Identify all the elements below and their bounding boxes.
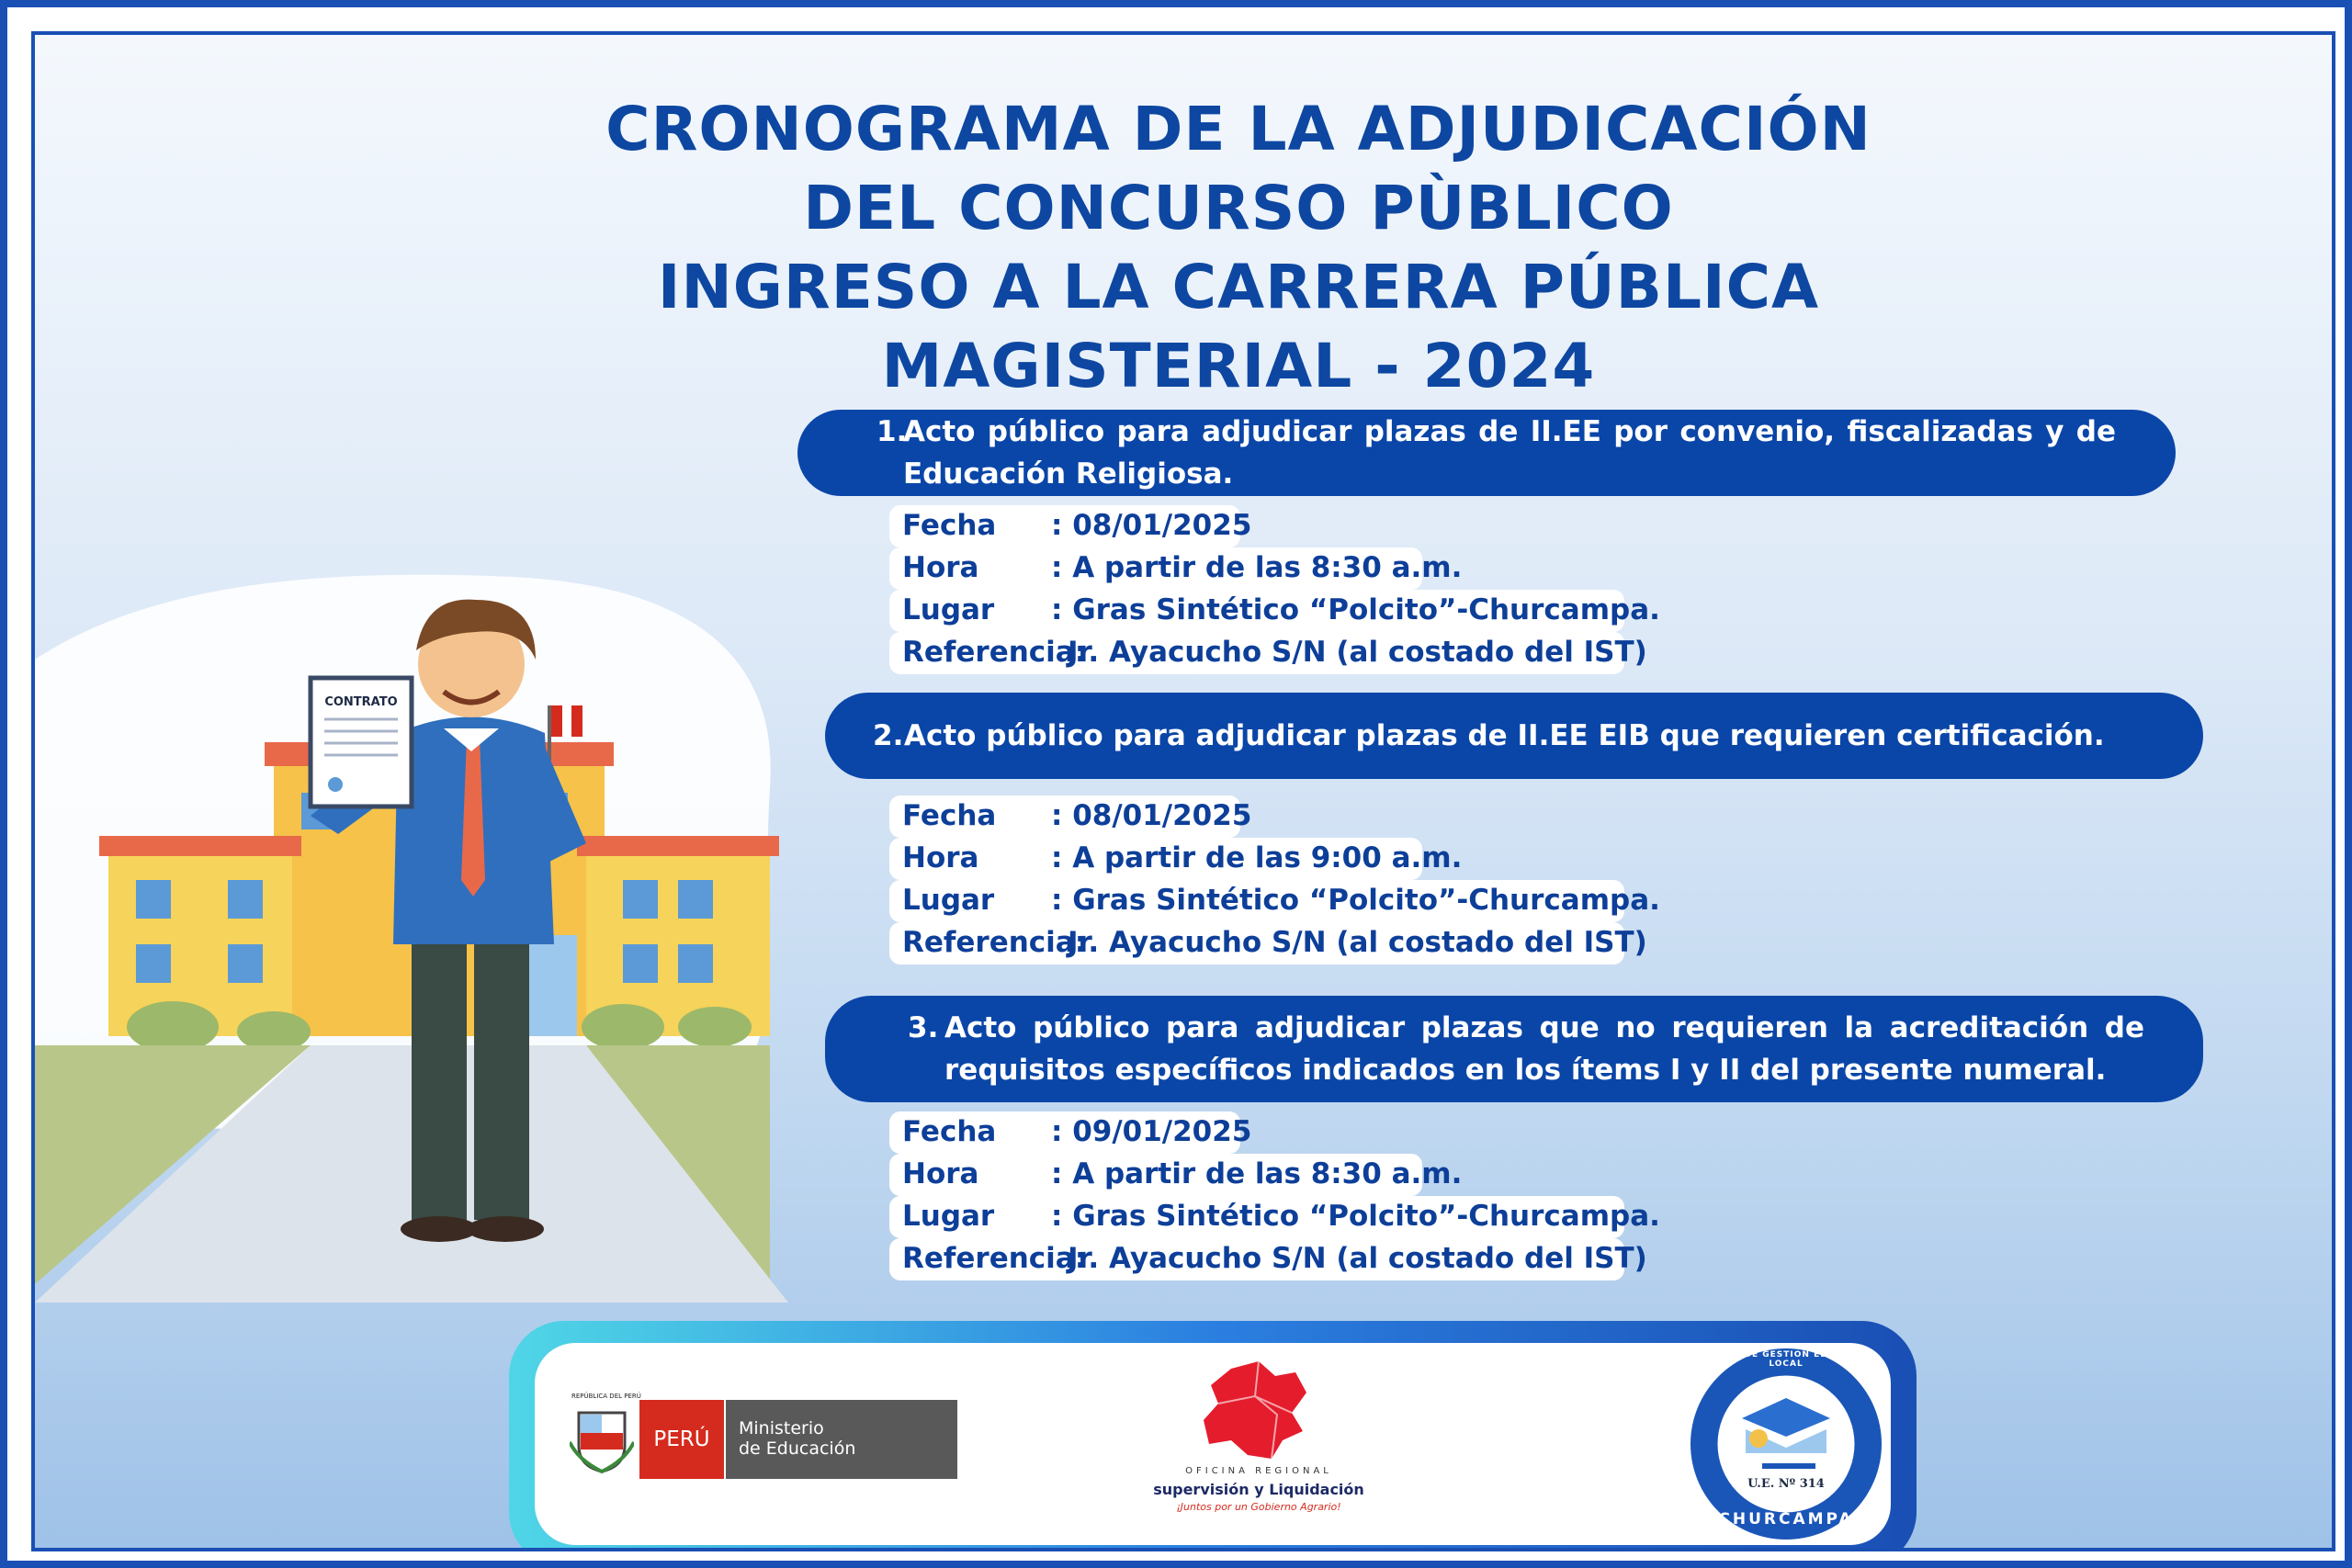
fecha-value: : 09/01/2025 [1051,1115,1252,1148]
oficina-small-caption: OFICINA REGIONAL [1185,1466,1332,1476]
ugel-churcampa-seal [1687,1345,1885,1543]
referencia-value: Jr. Ayacucho S/N (al costado del IST) [1068,926,1647,959]
contract-label: CONTRATO [324,695,398,709]
hora-value: : A partir de las 9:00 a.m. [1051,841,1463,874]
fecha-label: Fecha [902,1115,997,1148]
oficina-slogan: ¡Juntos por un Gobierno Agrario! [1176,1501,1341,1513]
referencia-label: Referencia: [902,1242,1087,1275]
hora-label: Hora [902,1157,979,1190]
peru-brand-box: PERÚ [639,1400,724,1479]
fecha-value: : 08/01/2025 [1051,509,1252,542]
ugel-city: CHURCAMPA [1718,1510,1854,1529]
fecha-label: Fecha [902,799,997,832]
hora-value: : A partir de las 8:30 a.m. [1051,551,1463,584]
fecha-value: : 08/01/2025 [1051,799,1252,832]
school-teacher-illustration [35,549,788,1303]
schedule-item-1-header [797,410,2176,496]
poster-canvas [31,31,2335,1551]
lugar-value: : Gras Sintético “Polcito”-Churcampa. [1051,884,1660,917]
lugar-label: Lugar [902,593,995,626]
item-3-heading: Acto público para adjudicar plazas que no requieren la acreditación de requisitos específicos indicados en los ítems I y II del presente numeral. [944,1011,2144,1087]
logos-footer-panel [535,1343,1891,1545]
item-1-number: 1. [876,415,908,448]
minedu-logo [570,1393,974,1479]
title-line-2: DEL CONCURSO PÙBLICO [803,173,1674,243]
referencia-label: Referencia: [902,926,1087,959]
seal-caption: REPÚBLICA DEL PERÚ [571,1393,641,1400]
hora-value: : A partir de las 8:30 a.m. [1051,1157,1463,1190]
schedule-item-3-header [825,996,2203,1102]
lugar-value: : Gras Sintético “Polcito”-Churcampa. [1051,593,1660,626]
referencia-value: Jr. Ayacucho S/N (al costado del IST) [1068,1242,1647,1275]
schedule-item-2-header [825,693,2203,779]
item-2-heading: Acto público para adjudicar plazas de II.EE EIB que requieren certificación. [904,719,2105,752]
referencia-label: Referencia: [902,636,1087,669]
region-map-icon [1194,1359,1323,1462]
referencia-value: Jr. Ayacucho S/N (al costado del IST) [1068,636,1647,669]
item-1-heading: Acto público para adjudicar plazas de II.EE por convenio, fiscalizadas y de Educación Religiosa. [903,415,2116,491]
fecha-label: Fecha [902,509,997,542]
item-2-number: 2. [873,719,904,752]
oficina-name: supervisión y Liquidación [1153,1481,1364,1498]
item-3-number: 3. [908,1011,939,1044]
lugar-value: : Gras Sintético “Polcito”-Churcampa. [1051,1200,1660,1233]
peru-coat-of-arms-icon [570,1405,634,1473]
title-line-3: INGRESO A LA CARRERA PÚBLICA [657,252,1820,322]
lugar-label: Lugar [902,1200,995,1233]
lugar-label: Lugar [902,884,995,917]
title-line-1: CRONOGRAMA DE LA ADJUDICACIÓN [605,94,1871,164]
hora-label: Hora [902,841,979,874]
contract-document [311,678,412,807]
ugel-ue-number: U.E. Nº 314 [1747,1477,1825,1491]
hora-label: Hora [902,551,979,584]
logos-footer [509,1321,1917,1551]
title-line-4: MAGISTERIAL - 2024 [881,331,1596,401]
oficina-regional-logo [1130,1359,1387,1525]
ministry-name-line-2: de Educación [739,1438,856,1459]
poster-title [549,90,1928,406]
ministry-name-line-1: Ministerio [739,1418,824,1438]
ugel-ring-text: UNIDAD DE GESTION EDUCATIVA LOCAL [1698,1350,1874,1369]
ministry-name-box [726,1400,957,1479]
